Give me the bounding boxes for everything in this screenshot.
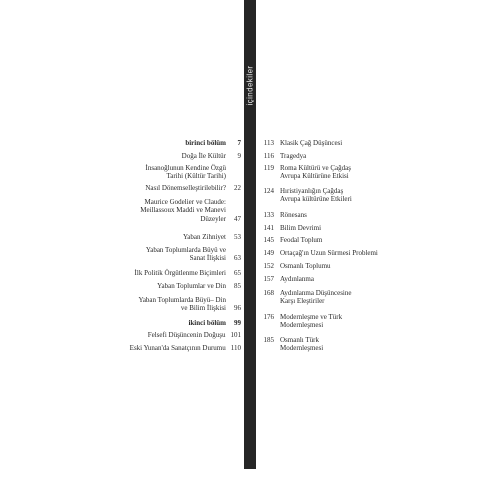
toc-entry-title: birinci bölüm	[185, 139, 226, 147]
toc-entry[interactable]	[146, 246, 241, 263]
toc-entry-title: Feodal Toplum	[280, 236, 323, 244]
toc-entry-page: 110	[230, 344, 241, 352]
toc-entry[interactable]	[146, 164, 241, 181]
toc-entry-title-line: Modernleşmesi	[280, 344, 324, 353]
toc-entry-title	[280, 313, 342, 330]
toc-entry-page: 149	[263, 249, 274, 257]
toc-entry-title: Eski Yunan'da Sanatçının Durumu	[129, 344, 226, 352]
toc-entry-title-line: Roma Kültürü ve Çağdaş	[280, 164, 351, 172]
toc-entry-page: 145	[263, 236, 274, 244]
toc-entry-page: 101	[230, 331, 241, 339]
toc-entry-page: 152	[263, 262, 274, 270]
toc-entry-title-line: Hıristiyanlığın Çağdaş	[280, 187, 344, 195]
toc-entry-title-line: Sanat İlişkisi	[189, 254, 226, 263]
toc-entry-page: 63	[234, 254, 241, 263]
toc-entry-title	[280, 164, 351, 181]
toc-entry-title-line: Modernleşmesi	[280, 321, 324, 330]
toc-entry-title-line: Aydınlanma Düşüncesine	[280, 289, 352, 297]
toc-entry-title-line: Tarihi (Kültür Tarihi)	[166, 172, 226, 181]
toc-entry-title: ikinci bölüm	[188, 319, 226, 327]
toc-entry[interactable]	[135, 269, 241, 277]
toc-entry-page: 65	[234, 269, 241, 277]
toc-entry[interactable]	[140, 198, 241, 223]
toc-entry-page: 185	[263, 336, 274, 344]
toc-entry[interactable]	[148, 331, 241, 339]
toc-entry-title-line: Maurice Godelier ve Claude:	[144, 198, 226, 206]
toc-entry-title-line: ve Bilim İlişkisi	[180, 304, 226, 313]
toc-entry-title-line: Modernleşme ve Türk	[280, 313, 343, 321]
toc-entry[interactable]	[258, 152, 306, 160]
toc-entry-page: 22	[234, 184, 241, 192]
toc-entry-page: 176	[263, 313, 274, 321]
toc-entry-title	[138, 296, 226, 313]
toc-vertical-label	[246, 60, 254, 110]
toc-entry-page: 47	[234, 214, 241, 223]
toc-entry-page: 99	[234, 319, 241, 327]
toc-entry-title: Tragedya	[280, 152, 307, 160]
toc-entry-page: 119	[263, 164, 274, 172]
toc-entry-title: Klasik Çağ Düşüncesi	[280, 139, 343, 147]
toc-entry-title-line: Yaban Toplumlarda Büyü ve	[145, 246, 226, 254]
toc-entry-title-line: Avrupa Kültürüne Etkisi	[280, 172, 349, 181]
toc-entry-title	[280, 187, 352, 204]
toc-entry[interactable]	[258, 249, 378, 257]
toc-entry[interactable]	[258, 139, 342, 147]
toc-entry-title: Yaban Toplumlar ve Din	[157, 282, 226, 290]
toc-entry[interactable]	[130, 344, 241, 352]
toc-entry-page: 7	[237, 139, 241, 147]
toc-entry[interactable]	[258, 236, 322, 244]
toc-section-heading[interactable]	[188, 319, 241, 327]
toc-entry-title-line: Meillassoux Maddi ve Manevi	[140, 206, 226, 215]
toc-entry[interactable]	[183, 233, 241, 241]
toc-entry[interactable]	[258, 336, 323, 353]
toc-entry[interactable]	[258, 224, 321, 232]
toc-entry-page: 133	[263, 211, 274, 219]
toc-entry[interactable]	[258, 262, 331, 270]
toc-entry-page: 9	[237, 152, 241, 160]
toc-label-text: içindekiler	[245, 65, 255, 105]
toc-entry-page: 124	[263, 187, 274, 195]
toc-entry[interactable]	[258, 164, 351, 181]
toc-entry[interactable]	[145, 184, 241, 192]
toc-entry-title	[146, 164, 226, 181]
toc-entry-title-line: Osmanlı Türk	[280, 336, 319, 344]
toc-entry-page: 157	[263, 275, 274, 283]
toc-entry-page: 168	[263, 289, 274, 297]
toc-entry[interactable]	[258, 289, 351, 306]
toc-entry-title-line: Karşı Eleştiriler	[280, 297, 325, 306]
toc-entry-page: 141	[263, 224, 274, 232]
toc-entry[interactable]	[258, 313, 342, 330]
toc-entry[interactable]	[157, 282, 241, 290]
toc-entry[interactable]	[258, 187, 352, 204]
toc-entry-title: Yaban Zihniyet	[182, 233, 226, 241]
toc-entry-title	[146, 246, 226, 263]
toc-entry-title-line: Düzeyler	[200, 214, 226, 223]
toc-entry-title-line: Yaban Toplumlarda Büyü– Din	[138, 296, 226, 304]
toc-entry-title: İlk Politik Örgütlenme Biçimleri	[134, 269, 226, 277]
toc-entry-title: Bilim Devrimi	[280, 224, 322, 232]
toc-entry-title: Doğa İle Kültür	[181, 152, 226, 160]
toc-section-heading[interactable]	[185, 139, 241, 147]
toc-entry-title	[140, 198, 226, 223]
toc-entry-title	[280, 336, 323, 353]
toc-entry[interactable]	[138, 296, 241, 313]
toc-entry-title	[280, 289, 351, 306]
toc-entry-page: 96	[234, 304, 241, 313]
toc-entry-page: 53	[234, 233, 241, 241]
toc-entry-page: 116	[263, 152, 274, 160]
toc-entry[interactable]	[182, 152, 241, 160]
toc-entry-title: Osmanlı Toplumu	[280, 262, 331, 270]
toc-entry-title: Felsefi Düşüncenin Doğuşu	[147, 331, 226, 339]
toc-entry-page: 113	[263, 139, 274, 147]
toc-entry-title: Rönesans	[280, 211, 307, 219]
toc-entry[interactable]	[258, 211, 307, 219]
toc-entry[interactable]	[258, 275, 314, 283]
toc-entry-title-line: İnsanoğlunun Kendine Özgü	[145, 164, 226, 172]
toc-entry-title-line: Avrupa kültürüne Etkileri	[280, 195, 352, 204]
toc-entry-page: 85	[234, 282, 241, 290]
toc-entry-title: Ortaçağ'ın Uzun Sürmesi Problemi	[280, 249, 378, 257]
toc-entry-title: Aydınlanma	[280, 275, 314, 283]
toc-entry-title: Nasıl Dönemselleştirilebilir?	[145, 184, 226, 192]
